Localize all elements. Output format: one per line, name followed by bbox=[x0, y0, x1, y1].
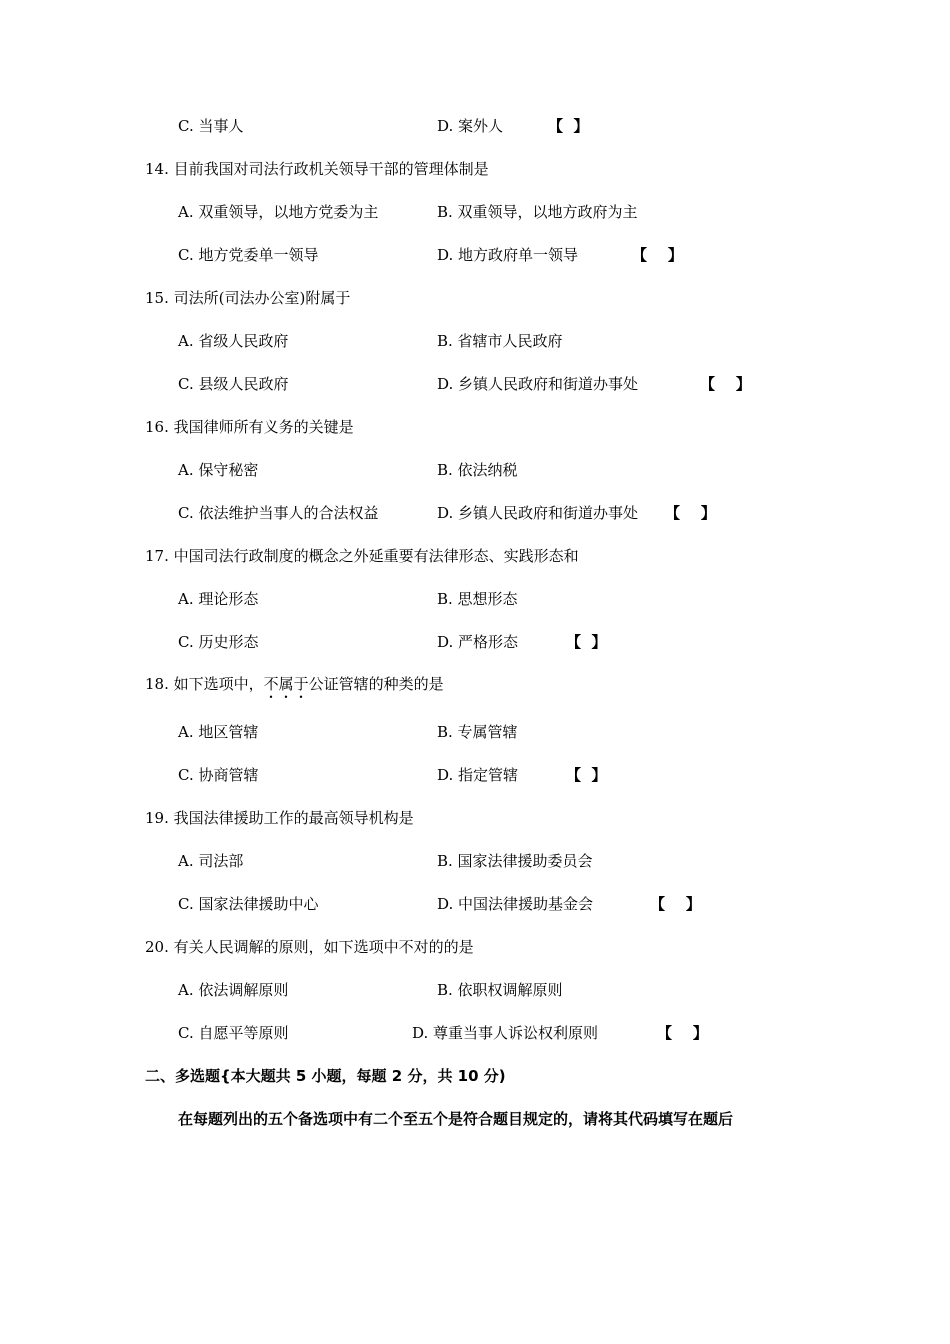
q17-option-d: D. 严格形态 bbox=[437, 633, 519, 651]
q16-option-a: A. 保守秘密 bbox=[178, 461, 259, 479]
q18-option-c: C. 协商管辖 bbox=[178, 766, 259, 784]
q19-option-c: C. 国家法律援助中心 bbox=[178, 895, 319, 913]
q18-stem-suffix: 公证管辖的种类的是 bbox=[308, 675, 444, 693]
q20-option-a: A. 依法调解原则 bbox=[178, 981, 289, 999]
q18-stem bbox=[145, 674, 444, 702]
q17-option-b: B. 思想形态 bbox=[437, 590, 518, 608]
q18-answer-bracket: 【 】 bbox=[566, 766, 607, 784]
q16-answer-bracket: 【 】 bbox=[665, 504, 716, 522]
q19-option-b: B. 国家法律援助委员会 bbox=[437, 852, 593, 870]
q13-answer-bracket: 【 】 bbox=[548, 117, 589, 135]
q18-stem-prefix: 18. 如下选项中， bbox=[145, 675, 264, 693]
q15-option-d: D. 乡镇人民政府和街道办事处 bbox=[437, 375, 639, 393]
q15-option-c: C. 县级人民政府 bbox=[178, 375, 289, 393]
q13-option-c: C. 当事人 bbox=[178, 117, 244, 135]
q15-answer-bracket: 【 】 bbox=[700, 375, 751, 393]
q19-answer-bracket: 【 】 bbox=[650, 895, 701, 913]
q18-stem-emphasis: 不属于 bbox=[263, 675, 309, 693]
q16-option-b: B. 依法纳税 bbox=[437, 461, 518, 479]
q14-option-c: C. 地方党委单一领导 bbox=[178, 246, 319, 264]
q19-option-a: A. 司法部 bbox=[178, 852, 244, 870]
q20-answer-bracket: 【 】 bbox=[657, 1024, 708, 1042]
q17-answer-bracket: 【 】 bbox=[566, 633, 607, 651]
q17-stem: 17. 中国司法行政制度的概念之外延重要有法律形态、实践形态和 bbox=[145, 547, 579, 565]
q17-option-c: C. 历史形态 bbox=[178, 633, 259, 651]
section-2-instruction: 在每题列出的五个备选项中有二个至五个是符合题目规定的，请将其代码填写在题后 bbox=[178, 1110, 734, 1128]
q19-option-d: D. 中国法律援助基金会 bbox=[437, 895, 594, 913]
q18-option-d: D. 指定管辖 bbox=[437, 766, 519, 784]
q15-option-a: A. 省级人民政府 bbox=[178, 332, 289, 350]
q15-stem: 15. 司法所(司法办公室)附属于 bbox=[145, 289, 351, 307]
q13-option-d: D. 案外人 bbox=[437, 117, 504, 135]
q18-option-a: A. 地区管辖 bbox=[178, 723, 259, 741]
q18-option-b: B. 专属管辖 bbox=[437, 723, 518, 741]
q14-answer-bracket: 【 】 bbox=[632, 246, 683, 264]
q14-option-d: D. 地方政府单一领导 bbox=[437, 246, 579, 264]
q14-option-a: A. 双重领导，以地方党委为主 bbox=[178, 203, 379, 221]
q20-option-c: C. 自愿平等原则 bbox=[178, 1024, 289, 1042]
q20-option-b: B. 依职权调解原则 bbox=[437, 981, 563, 999]
q19-stem: 19. 我国法律援助工作的最高领导机构是 bbox=[145, 809, 414, 827]
q16-option-d: D. 乡镇人民政府和街道办事处 bbox=[437, 504, 639, 522]
q16-stem: 16. 我国律师所有义务的关键是 bbox=[145, 418, 354, 436]
q20-stem: 20. 有关人民调解的原则，如下选项中不对的的是 bbox=[145, 938, 474, 956]
q14-option-b: B. 双重领导，以地方政府为主 bbox=[437, 203, 638, 221]
q14-stem: 14. 目前我国对司法行政机关领导干部的管理体制是 bbox=[145, 160, 489, 178]
q20-option-d: D. 尊重当事人诉讼权利原则 bbox=[412, 1024, 599, 1042]
q15-option-b: B. 省辖市人民政府 bbox=[437, 332, 563, 350]
q17-option-a: A. 理论形态 bbox=[178, 590, 259, 608]
q16-option-c: C. 依法维护当事人的合法权益 bbox=[178, 504, 379, 522]
section-2-title: 二、多选题{本大题共 5 小题，每题 2 分，共 10 分) bbox=[145, 1067, 506, 1085]
